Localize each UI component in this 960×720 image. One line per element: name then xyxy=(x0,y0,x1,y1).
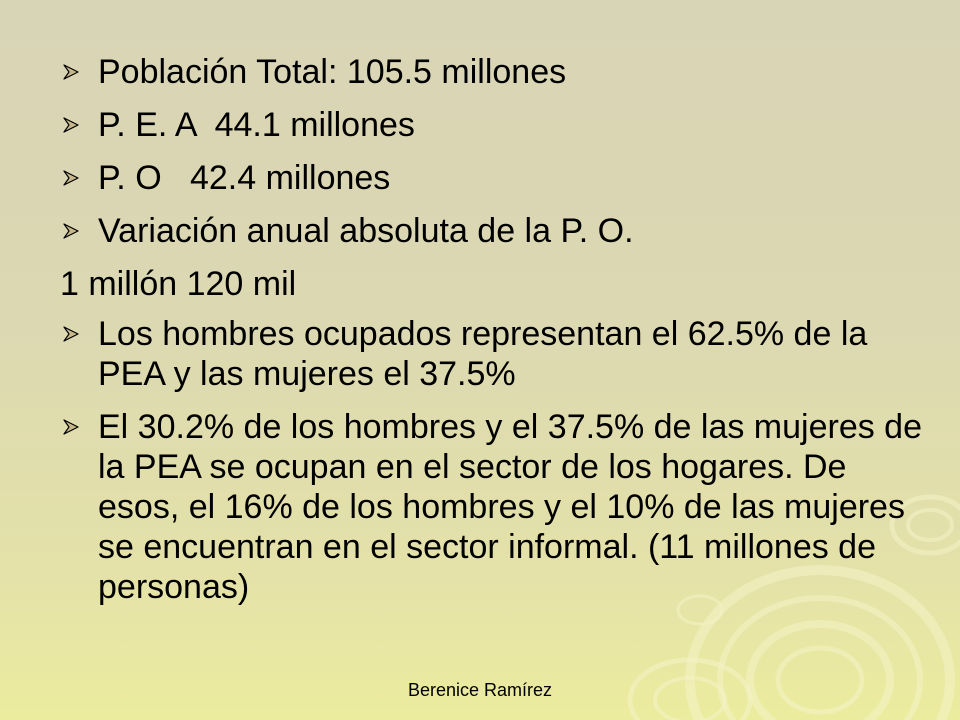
arrowhead-bullet-icon xyxy=(62,222,80,240)
list-item xyxy=(62,52,922,92)
bullet-text: Variación anual absoluta de la P. O. xyxy=(98,212,634,250)
slide-body xyxy=(62,52,922,620)
list-item xyxy=(62,407,922,607)
arrowhead-bullet-icon xyxy=(62,418,80,436)
list-item xyxy=(62,314,922,394)
plain-text-line: 1 millón 120 mil xyxy=(60,265,297,303)
list-item xyxy=(62,105,922,145)
bullet-text: Los hombres ocupados representan el 62.5% de la PEA y las mujeres el 37.5% xyxy=(98,315,868,393)
arrowhead-bullet-icon xyxy=(62,63,80,81)
arrowhead-bullet-icon xyxy=(62,325,80,343)
arrowhead-bullet-icon xyxy=(62,169,80,187)
bullet-text: El 30.2% de los hombres y el 37.5% de las mujeres de la PEA se ocupan en el sector de los hogares. De esos, el 16% de los hombres y el 10% de las mujeres se encuentran en el sector informal. (11 millones de personas) xyxy=(98,408,923,606)
bullet-text: Población Total: 105.5 millones xyxy=(98,53,567,91)
footer-author: Berenice Ramírez xyxy=(407,680,553,700)
arrowhead-bullet-icon xyxy=(62,116,80,134)
bullet-text: P. E. A 44.1 millones xyxy=(98,106,415,144)
bullet-text: P. O 42.4 millones xyxy=(98,159,391,197)
list-item xyxy=(62,211,922,251)
list-item xyxy=(62,158,922,198)
